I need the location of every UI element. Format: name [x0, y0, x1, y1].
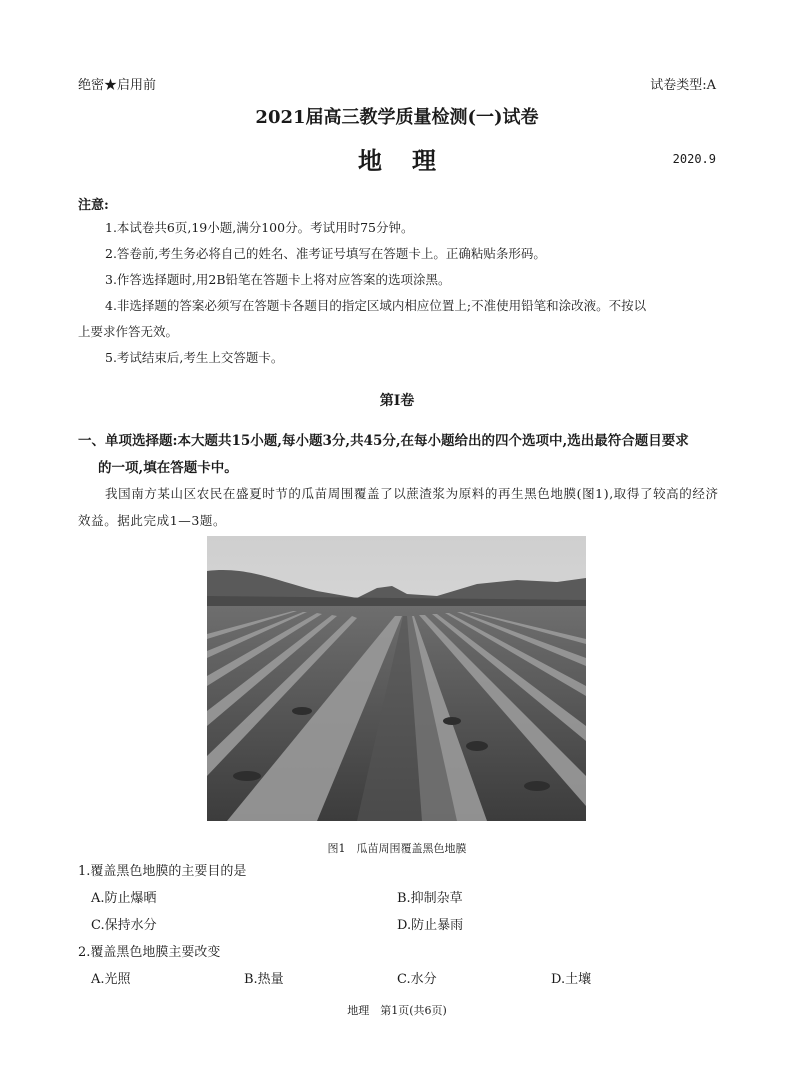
confidential-label: 绝密★启用前 [78, 78, 157, 93]
part-intro [78, 428, 720, 482]
page-footer: 地理 第1页(共6页) [347, 1004, 447, 1017]
question-option: D.土壤 [551, 972, 592, 987]
notice-label: 注意: [78, 198, 109, 213]
notice-item: 1.本试卷共6页,19小题,满分100分。考试用时75分钟。 [105, 220, 414, 235]
notice-item: 3.作答选择题时,用2B铅笔在答题卡上将对应答案的选项涂黑。 [105, 272, 451, 287]
question-stem: 2.覆盖黑色地膜主要改变 [78, 945, 221, 960]
section-heading: 第Ⅰ卷 [379, 393, 415, 409]
question-option: D.防止暴雨 [397, 918, 464, 933]
question-option: A.光照 [91, 972, 131, 987]
field-photo [207, 536, 586, 821]
part-intro-line: 的一项,填在答题卡中。 [98, 460, 238, 476]
question-option: A.防止爆晒 [91, 891, 157, 906]
question-option: C.水分 [397, 972, 437, 987]
notice-item: 4.非选择题的答案必须写在答题卡各题目的指定区域内相应位置上;不准使用铅笔和涂改液。不按以 [105, 298, 647, 313]
exam-date: 2020.9 [672, 152, 716, 166]
part-intro-line: 一、单项选择题:本大题共15小题,每小题3分,共45分,在每小题给出的四个选项中,选出最符合题目要求 [78, 433, 689, 449]
notice-list [78, 215, 720, 371]
reading-passage: 我国南方某山区农民在盛夏时节的瓜苗周围覆盖了以蔗渣浆为原料的再生黑色地膜(图1),取得了较高的经济效益。据此完成1—3题。 [78, 486, 719, 528]
question-stem: 1.覆盖黑色地膜的主要目的是 [78, 864, 247, 879]
figure-caption: 图1 瓜苗周围覆盖黑色地膜 [327, 842, 467, 855]
notice-item: 2.答卷前,考生务必将自己的姓名、准考证号填写在答题卡上。正确粘贴条形码。 [105, 246, 546, 261]
question-option: B.抑制杂草 [397, 891, 463, 906]
subject-title: 地理 [358, 146, 466, 175]
paper-type-label: 试卷类型:A [650, 78, 716, 93]
question-option: C.保持水分 [91, 918, 157, 933]
notice-item: 上要求作答无效。 [78, 324, 179, 339]
exam-title: 2021届高三教学质量检测(一)试卷 [255, 107, 539, 128]
notice-item: 5.考试结束后,考生上交答题卡。 [105, 350, 284, 365]
question-option: B.热量 [244, 972, 284, 987]
